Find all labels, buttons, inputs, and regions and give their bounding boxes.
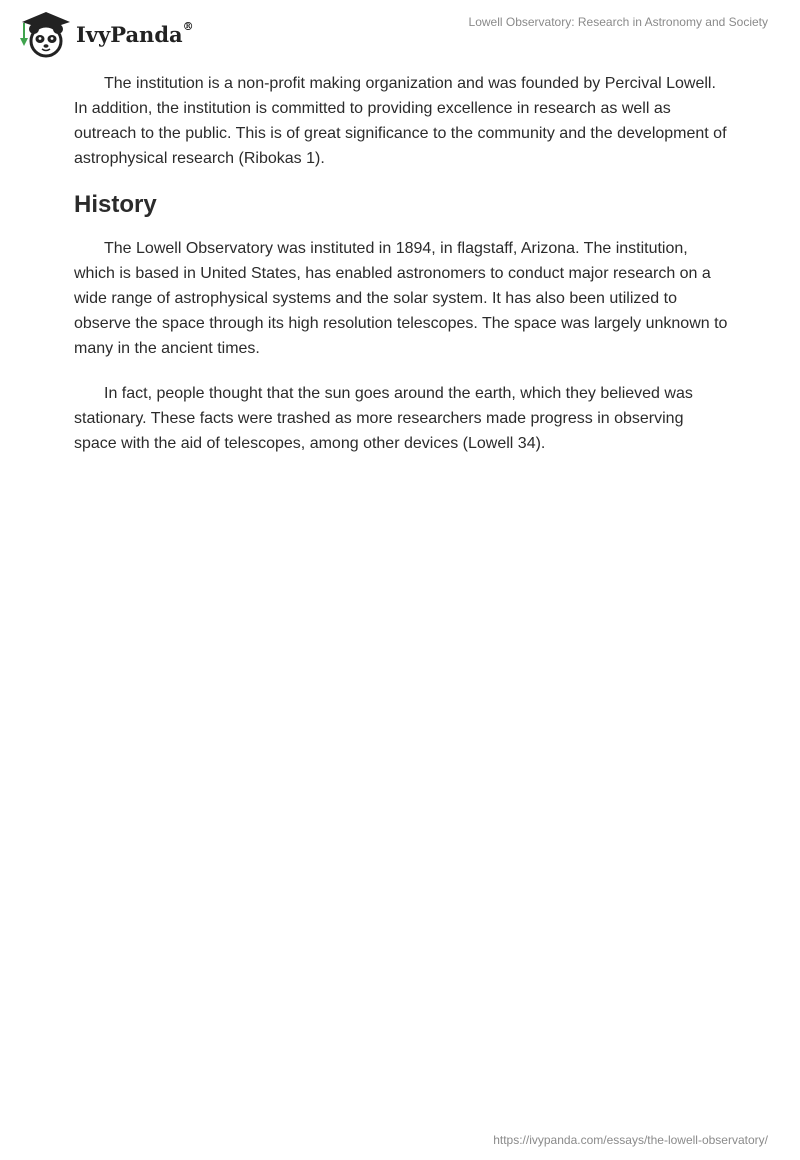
history-paragraph: The Lowell Observatory was instituted in 1894, in flagstaff, Arizona. The institution, which is based in United States, has enabled astronomers to conduct major research on a wide range of astrophysical systems and the solar system. It has also been utilized to observe the space through its high resolution telescopes. The space was largely unknown to many in the ancient times. [74, 240, 728, 357]
history-paragraph: In fact, people thought that the sun goes around the earth, which they believed was stationary. These facts were trashed as more researchers made progress in observing space with the aid of telescopes, among other devices (Lowell 34). [74, 385, 693, 452]
history-heading: History [74, 191, 157, 218]
document-title: Lowell Observatory: Research in Astronomy and Society [468, 15, 768, 29]
brand-name: IvyPanda® [76, 19, 194, 47]
panda-logo-icon [16, 8, 72, 58]
source-url-link[interactable]: https://ivypanda.com/essays/the-lowell-observatory/ [493, 1133, 768, 1147]
brand-logo[interactable] [16, 8, 194, 58]
intro-paragraph: The institution is a non-profit making organization and was founded by Percival Lowell. In addition, the institution is committed to providing excellence in research as well as outreach to the public. This is of great significance to the community and the development of astrophysical research (Ribokas 1). [74, 75, 727, 167]
page-header [0, 0, 800, 64]
essay-content [74, 71, 730, 476]
